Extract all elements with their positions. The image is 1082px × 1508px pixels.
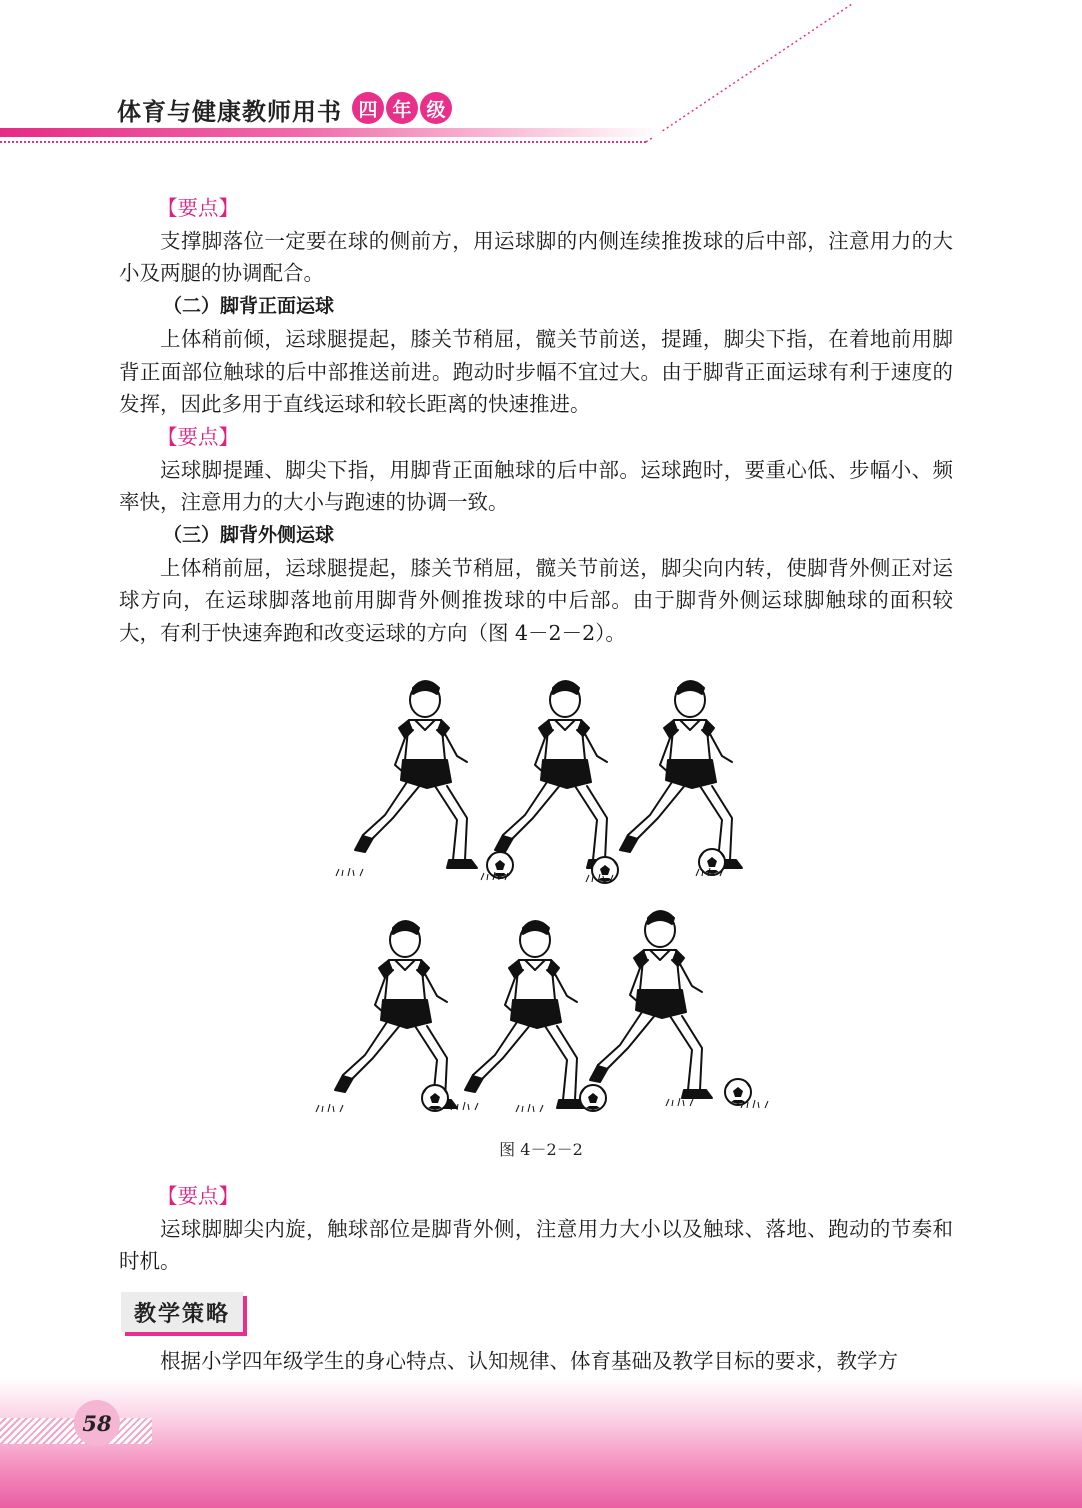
- header-bar: [0, 128, 660, 137]
- keypoint-label: 【要点】: [157, 196, 239, 220]
- soccer-dribbling-illustration: [300, 660, 780, 1120]
- strategy-body: 根据小学四年级学生的身心特点、认知规律、体育基础及教学目标的要求，教学方: [160, 1349, 898, 1373]
- keypoint-text: 运球脚提踵、脚尖下指，用脚背正面触球的后中部。运球跑时，要重心低、步幅小、频率快，注意用力的大小与跑速的协调一致。: [119, 457, 953, 515]
- main-text: [119, 192, 953, 650]
- keypoint-text: 运球脚脚尖内旋，触球部位是脚背外侧，注意用力大小以及触球、落地、跑动的节奏和时机。: [119, 1216, 953, 1274]
- section-body: 上体稍前倾，运球腿提起，膝关节稍屈，髋关节前送，提踵，脚尖下指，在着地前用脚背正面部位触球的后中部推送前进。跑动时步幅不宜过大。由于脚背正面运球有利于速度的发挥，因此多用于直线运球和较长距离的快速推进。: [119, 326, 953, 417]
- keypoint-text: 支撑脚落位一定要在球的侧前方，用运球脚的内侧连续推拨球的后中部，注意用力的大小及两腿的协调配合。: [119, 228, 953, 286]
- figure-caption: 图 4－2－2: [499, 1140, 583, 1159]
- main-text-continued: [119, 1180, 953, 1278]
- grade-badges: [352, 92, 452, 124]
- footer-band: [0, 1378, 1082, 1508]
- keypoint-label: 【要点】: [157, 1184, 239, 1208]
- keypoint-label: 【要点】: [157, 424, 239, 449]
- grade-badge-2: 年: [386, 92, 418, 124]
- strategy-heading: 教学策略: [121, 1292, 243, 1332]
- grade-badge-3: 级: [420, 92, 452, 124]
- book-title: 体育与健康教师用书: [117, 97, 342, 126]
- grade-badge-1: 四: [352, 92, 384, 124]
- section-body: 上体稍前屈，运球腿提起，膝关节稍屈，髋关节前送，脚尖向内转，使脚背外侧正对运球方向，在运球脚落地前用脚背外侧推拨球的中后部。由于脚背外侧运球脚触球的面积较大，有利于快速奔跑和改变运球的方向（图 4－2－2）。: [119, 555, 953, 646]
- section-heading: （三）脚背外侧运球: [163, 524, 335, 547]
- header-dotted-line: [0, 141, 646, 143]
- page-number: 58: [74, 1400, 120, 1446]
- section-heading: （二）脚背正面运球: [163, 295, 335, 318]
